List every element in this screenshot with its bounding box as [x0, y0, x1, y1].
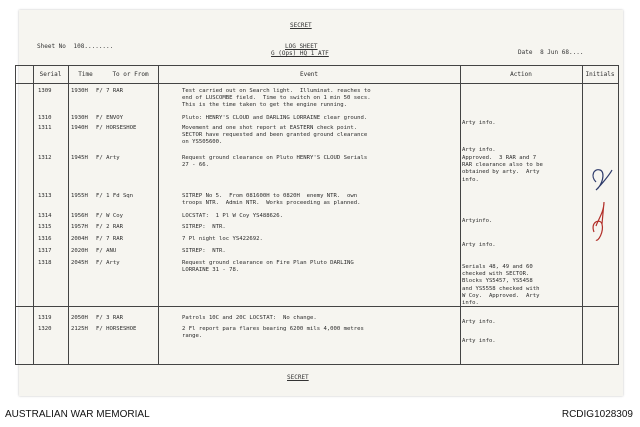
row-1319-from: F/ 3 RAR [96, 315, 123, 321]
row-1309-from: F/ 7 RAR [96, 88, 123, 94]
log-title-line1: LOG SHEET [285, 43, 318, 50]
row-1320-event: 2 Fl report para flares bearing 6200 mils 4,000 metres range. [182, 326, 364, 340]
row-1313-serial: 1313 [38, 193, 52, 199]
col-header-serial: Serial [39, 71, 62, 78]
row-1310-event: Pluto: HENRY'S CLOUD and DARLING LORRAINE clear ground. [182, 115, 368, 121]
footer-reference-id: RCDIG1028309 [561, 409, 633, 420]
row-1320-from: F/ HORSESHOE [96, 326, 137, 332]
row-1312-event: Request ground clearance on Pluto HENRY'S CLOUD Serials 27 - 66. [182, 155, 368, 169]
row-1315-event: SITREP: NTR. [182, 224, 226, 230]
log-table [15, 65, 619, 365]
row-1320-serial: 1320 [38, 326, 52, 332]
row-1309-time: 1930H [71, 88, 88, 94]
row-1309-event: Test carried out on Search light. Illuminat. reaches to end of LUSCOMBE field. Time to switch on 1 min 50 secs. This is the time taken to get the engine running. [182, 88, 371, 109]
row-1316-from: F/ 7 RAR [96, 236, 123, 242]
date-value: 8 Jun 68 [540, 49, 569, 56]
row-1317-serial: 1317 [38, 248, 52, 254]
row-1310-from: F/ ENVOY [96, 115, 123, 121]
row-1312-from: F/ Arty [96, 155, 120, 161]
row-1318-event: Request ground clearance on Fire Plan Pluto DARLING LORRAINE 31 - 78. [182, 260, 354, 274]
col-header-event: Event [299, 71, 319, 78]
initials-scribble-upper [593, 170, 612, 190]
handwritten-initials [582, 162, 622, 252]
row-1320-action: Arty info. [462, 338, 496, 344]
row-1309-serial: 1309 [38, 88, 52, 94]
row-1311-from: F/ HORSESHOE [96, 125, 137, 131]
row-1315-from: F/ 2 RAR [96, 224, 123, 230]
col-header-time: Time [78, 71, 93, 78]
row-1314-from: F/ W Coy [96, 213, 123, 219]
date-field: Date 8 Jun 68.... [518, 49, 584, 56]
log-title-line2: G (Ops) HQ 1 ATF [271, 50, 329, 57]
row-1311-action: Arty info. [462, 147, 496, 153]
row-1316-time: 2004H [71, 236, 88, 242]
row-1313-from: F/ 1 Fd Sqn [96, 193, 134, 199]
row-1310-action: Arty info. [462, 120, 496, 126]
classification-top: SECRET [290, 22, 312, 29]
row-1319-serial: 1319 [38, 315, 52, 321]
row-1310-serial: 1310 [38, 115, 52, 121]
classification-bottom: SECRET [287, 374, 309, 381]
row-1314-time: 1956H [71, 213, 88, 219]
col-header-action: Action [510, 71, 532, 78]
date-label: Date [518, 49, 533, 56]
row-1316-action: Arty info. [462, 242, 496, 248]
col-header-initials: Initials [585, 71, 615, 78]
row-1311-time: 1940H [71, 125, 88, 131]
row-1313-time: 1955H [71, 193, 88, 199]
row-1314-event: LOCSTAT: 1 Pl W Coy YS488626. [182, 213, 284, 219]
row-1312-action: Approved. 3 RAR and 7 RAR clearance also to be obtained by arty. Arty info. [462, 155, 543, 183]
row-1318-action: Serials 48, 49 and 60 checked with SECTOR. Blocks YS5457, YS5458 and YS5558 checked with W Coy. Approved. Arty info. [462, 264, 540, 307]
row-1319-event: Patrols 10C and 20C LOCSTAT: No change. [182, 315, 317, 321]
row-1319-action: Arty info. [462, 319, 496, 325]
footer-institution: AUSTRALIAN WAR MEMORIAL [5, 409, 150, 420]
initials-scribble-lower [593, 202, 604, 240]
row-1317-from: F/ ANU [96, 248, 117, 254]
row-1318-from: F/ Arty [96, 260, 120, 266]
row-1311-serial: 1311 [38, 125, 52, 131]
row-1320-time: 2125H [71, 326, 88, 332]
col-header-to-from: To or From [112, 71, 149, 78]
sheet-label: Sheet No [37, 43, 66, 50]
row-1312-serial: 1312 [38, 155, 52, 161]
row-1316-serial: 1316 [38, 236, 52, 242]
row-1317-time: 2020H [71, 248, 88, 254]
row-1313-event: SITREP No 5. From 081600H to 0820H enemy NTR. own troops NTR. Admin NTR. Works proceeding as planned. [182, 193, 361, 207]
sheet-number-label: Sheet No 108........ [37, 43, 114, 50]
row-1315-serial: 1315 [38, 224, 52, 230]
row-1314-action: Artyinfo. [462, 218, 493, 224]
row-1314-serial: 1314 [38, 213, 52, 219]
row-1311-event: Movement and one shot report at EASTERN check point. SECTOR have requested and been granted ground clearance on YS505600. [182, 125, 368, 146]
row-1316-event: 7 Pl night loc YS422692. [182, 236, 263, 242]
row-1318-serial: 1318 [38, 260, 52, 266]
row-1319-time: 2050H [71, 315, 88, 321]
row-1318-time: 2045H [71, 260, 88, 266]
sheet-number: 108 [73, 43, 85, 50]
row-1317-event: SITREP: NTR. [182, 248, 226, 254]
row-1315-time: 1957H [71, 224, 88, 230]
row-1310-time: 1930H [71, 115, 88, 121]
row-1312-time: 1945H [71, 155, 88, 161]
